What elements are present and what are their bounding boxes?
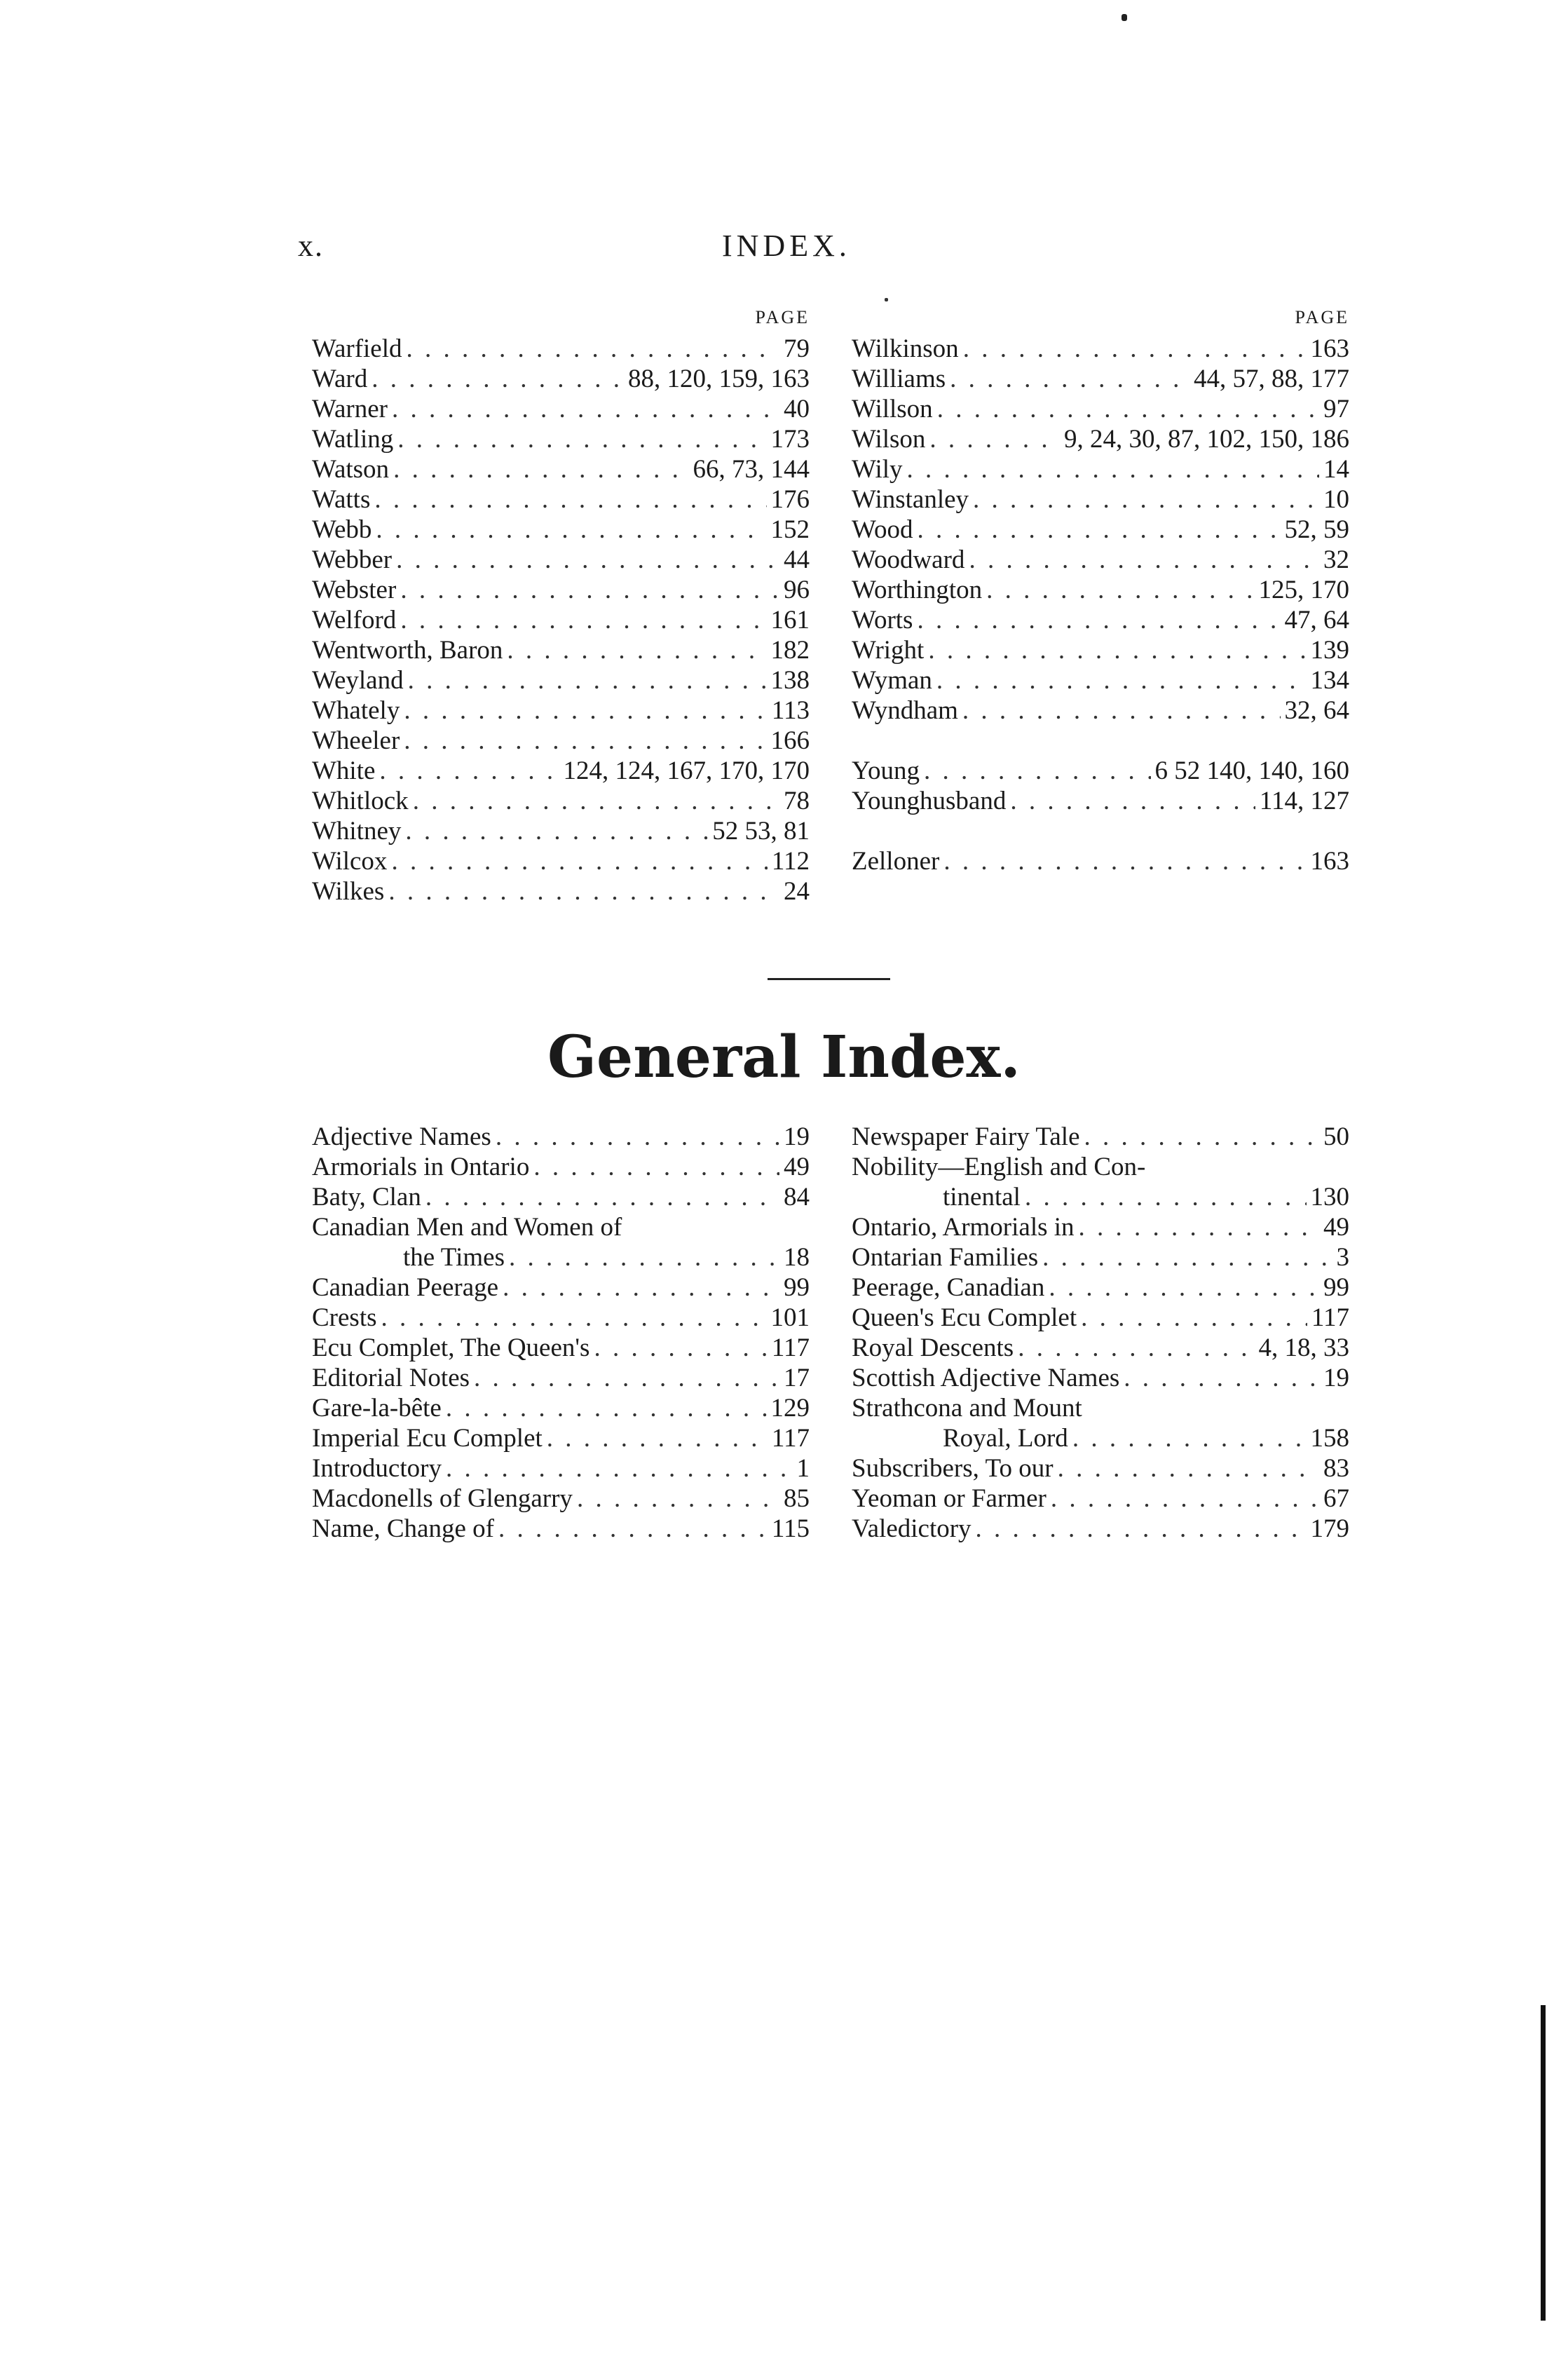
index-entry-pages: 179 [1310, 1514, 1349, 1543]
dot-leader [928, 635, 1306, 665]
index-entry-pages: 50 [1323, 1122, 1349, 1151]
index-entry-name: Watling [312, 425, 394, 454]
index-entry-pages: 17 [784, 1364, 810, 1392]
index-entry [852, 334, 1349, 364]
dot-leader [950, 364, 1189, 394]
index-entry-pages: 44, 57, 88, 177 [1194, 365, 1349, 393]
index-entry-name: Webb [312, 515, 372, 544]
general-index-right-column [852, 1122, 1349, 1544]
index-entry [852, 364, 1349, 394]
index-entry-pages: 124, 124, 167, 170, 170 [563, 756, 810, 785]
index-entry-name: Webber [312, 545, 393, 574]
index-entry-pages: 40 [784, 395, 810, 423]
dot-leader [1018, 1333, 1254, 1363]
index-entry-pages: 49 [1323, 1213, 1349, 1242]
dot-leader [1084, 1122, 1319, 1152]
index-entry-name: Ward [312, 365, 368, 393]
dot-leader [1042, 1242, 1332, 1272]
index-entry-name: Wilcox [312, 847, 388, 876]
index-entry-pages: 163 [1310, 847, 1349, 876]
index-entry [312, 484, 810, 515]
index-entry [312, 1363, 810, 1393]
index-entry-name: Subscribers, To our [852, 1454, 1054, 1483]
index-entry [312, 1242, 810, 1272]
index-entry-pages: 24 [784, 877, 810, 906]
index-entry-name: Editorial Notes [312, 1364, 470, 1392]
index-entry [852, 1182, 1349, 1212]
index-entry [312, 665, 810, 695]
index-entry [312, 695, 810, 726]
index-entry-pages: 78 [784, 787, 810, 815]
index-entry-pages: 117 [771, 1424, 810, 1453]
section-divider [768, 978, 890, 980]
dot-leader [533, 1152, 779, 1182]
dot-leader [446, 1453, 793, 1484]
index-entry-pages: 67 [1323, 1484, 1349, 1513]
dot-leader [973, 484, 1319, 515]
dot-leader [509, 1242, 779, 1272]
index-entry-name: Valedictory [852, 1514, 972, 1543]
index-entry [312, 545, 810, 575]
index-entry-pages: 52 53, 81 [712, 817, 810, 846]
dot-leader [381, 1303, 767, 1333]
index-entry-pages: 158 [1310, 1424, 1349, 1453]
index-entry-name: the Times [403, 1243, 505, 1272]
index-entry-pages: 44 [784, 545, 810, 574]
dot-leader [474, 1363, 779, 1393]
index-entry-pages: 176 [770, 485, 810, 514]
index-entry-name: Ontario, Armorials in [852, 1213, 1075, 1242]
index-entry-pages: 88, 120, 159, 163 [628, 365, 810, 393]
dot-leader [404, 695, 768, 726]
index-entry [852, 1393, 1349, 1423]
index-entry-pages: 4, 18, 33 [1258, 1333, 1349, 1362]
dot-leader [936, 665, 1307, 695]
page-column-heading: PAGE [1295, 307, 1349, 327]
index-entry [852, 1152, 1349, 1182]
index-entry [312, 334, 810, 364]
index-entry-pages: 152 [770, 515, 810, 544]
index-entry [852, 695, 1349, 726]
dot-leader [396, 545, 779, 575]
dot-leader [1051, 1484, 1319, 1514]
index-entry [852, 1453, 1349, 1484]
index-entry-name: Armorials in Ontario [312, 1153, 530, 1181]
dot-leader [498, 1514, 768, 1544]
dot-leader [917, 515, 1280, 545]
index-entry-pages: 83 [1323, 1454, 1349, 1483]
index-entry-name: Warner [312, 395, 388, 423]
index-entry-pages: 117 [1311, 1303, 1349, 1332]
dot-leader [392, 394, 779, 424]
index-entry-name: Watson [312, 455, 390, 484]
index-entry-pages: 84 [784, 1183, 810, 1211]
index-entry [312, 726, 810, 756]
index-entry-pages: 99 [1323, 1273, 1349, 1302]
index-entry-name: Whitlock [312, 787, 409, 815]
index-entry-name: Yeoman or Farmer [852, 1484, 1047, 1513]
index-entry-name: Queen's Ecu Complet [852, 1303, 1077, 1332]
index-entry-pages: 18 [784, 1243, 810, 1272]
dot-leader [929, 424, 1060, 454]
index-entry-pages: 161 [770, 606, 810, 634]
index-entry [312, 1423, 810, 1453]
index-entry-pages: 14 [1323, 455, 1349, 484]
index-entry-pages: 163 [1310, 334, 1349, 363]
index-entry-name: tinental [943, 1183, 1021, 1211]
index-entry-name: Zelloner [852, 847, 940, 876]
index-entry-name: Strathcona and Mount [852, 1394, 1082, 1423]
index-entry-pages: 139 [1310, 636, 1349, 665]
dot-leader [391, 846, 767, 876]
index-entry-name: Canadian Peerage [312, 1273, 499, 1302]
index-entry-name: Wyndham [852, 696, 958, 725]
dot-leader [376, 515, 766, 545]
index-entry-name: Watts [312, 485, 371, 514]
index-entry-pages: 85 [784, 1484, 810, 1513]
dot-leader [400, 575, 779, 605]
index-entry [312, 756, 810, 786]
dot-leader [496, 1122, 779, 1152]
index-entry [312, 1303, 810, 1333]
dot-leader [1081, 1303, 1307, 1333]
index-entry [312, 515, 810, 545]
dot-leader [404, 726, 766, 756]
index-entry [852, 484, 1349, 515]
index-entry-pages: 96 [784, 576, 810, 604]
page-column-heading: PAGE [755, 307, 810, 327]
index-entry-name: Webster [312, 576, 397, 604]
index-entry [312, 1393, 810, 1423]
index-entry [312, 575, 810, 605]
dot-leader [963, 334, 1307, 364]
dot-leader [962, 695, 1281, 726]
index-entry-name: Williams [852, 365, 946, 393]
index-entry [852, 515, 1349, 545]
index-entry [312, 1212, 810, 1242]
index-entry-pages: 130 [1310, 1183, 1349, 1211]
index-entry-pages: 125, 170 [1258, 576, 1349, 604]
name-index-right-column [852, 301, 1349, 876]
index-entry [312, 786, 810, 816]
index-entry-pages: 47, 64 [1284, 606, 1349, 634]
index-entry [852, 1423, 1349, 1453]
dot-leader [1025, 1182, 1307, 1212]
index-entry [852, 1514, 1349, 1544]
dot-leader [446, 1393, 767, 1423]
index-entry [312, 1152, 810, 1182]
index-entry-pages: 115 [771, 1514, 810, 1543]
index-entry-name: Wily [852, 455, 903, 484]
index-entry-pages: 114, 127 [1259, 787, 1349, 815]
index-entry-name: Wyman [852, 666, 932, 695]
index-entry-name: Wilkes [312, 877, 385, 906]
index-entry [312, 1453, 810, 1484]
index-entry-pages: 32 [1323, 545, 1349, 574]
index-entry-pages: 182 [770, 636, 810, 665]
index-entry-name: Royal Descents [852, 1333, 1014, 1362]
spacer [852, 726, 1349, 756]
dot-leader [577, 1484, 779, 1514]
dot-leader [1079, 1212, 1319, 1242]
index-entry-pages: 32, 64 [1284, 696, 1349, 725]
index-entry [312, 635, 810, 665]
index-entry [852, 846, 1349, 876]
dot-leader [1058, 1453, 1319, 1484]
dot-leader [917, 605, 1280, 635]
index-entry-pages: 97 [1323, 395, 1349, 423]
index-entry [312, 424, 810, 454]
dot-leader [503, 1272, 779, 1303]
dot-leader [507, 635, 766, 665]
index-entry-pages: 3 [1336, 1243, 1349, 1272]
index-entry [312, 364, 810, 394]
index-entry [312, 816, 810, 846]
index-entry-name: Macdonells of Glengarry [312, 1484, 573, 1513]
index-entry-name: Worts [852, 606, 913, 634]
index-entry-pages: 129 [770, 1394, 810, 1423]
index-entry [312, 1333, 810, 1363]
index-entry-name: Baty, Clan [312, 1183, 421, 1211]
index-entry-name: Name, Change of [312, 1514, 494, 1543]
index-entry-name: Young [852, 756, 920, 785]
dot-leader [397, 424, 766, 454]
index-entry-name: Crests [312, 1303, 377, 1332]
index-entry-name: Peerage, Canadian [852, 1273, 1045, 1302]
index-entry [852, 665, 1349, 695]
index-entry-name: Wentworth, Baron [312, 636, 503, 665]
scan-edge-mark [1541, 2005, 1546, 2321]
dot-leader [371, 364, 624, 394]
index-entry-name: Welford [312, 606, 397, 634]
index-entry-pages: 113 [771, 696, 810, 725]
index-entry-pages: 117 [771, 1333, 810, 1362]
index-entry-pages: 101 [770, 1303, 810, 1332]
index-entry [852, 545, 1349, 575]
index-entry-name: Nobility—English and Con- [852, 1153, 1146, 1181]
index-entry-pages: 9, 24, 30, 87, 102, 150, 186 [1064, 425, 1349, 454]
dot-leader [1049, 1272, 1319, 1303]
index-entry-name: Woodward [852, 545, 965, 574]
dot-leader [594, 1333, 767, 1363]
index-entry-pages: 19 [1323, 1364, 1349, 1392]
index-entry-name: Newspaper Fairy Tale [852, 1122, 1080, 1151]
index-entry [312, 454, 810, 484]
index-entry-pages: 52, 59 [1284, 515, 1349, 544]
index-entry [312, 1272, 810, 1303]
index-entry-pages: 99 [784, 1273, 810, 1302]
index-entry-name: Scottish Adjective Names [852, 1364, 1120, 1392]
index-entry-name: Gare-la-bête [312, 1394, 442, 1423]
index-entry-pages: 66, 73, 144 [693, 455, 810, 484]
index-entry-pages: 6 52 140, 140, 160 [1154, 756, 1349, 785]
index-entry-pages: 134 [1310, 666, 1349, 695]
index-entry-name: Whately [312, 696, 400, 725]
general-index-left-column [312, 1122, 810, 1544]
index-entry [312, 1484, 810, 1514]
index-entry [852, 1363, 1349, 1393]
index-entry [312, 1122, 810, 1152]
index-entry [312, 876, 810, 907]
dot-leader [937, 394, 1319, 424]
index-entry-name: Royal, Lord [943, 1424, 1068, 1453]
index-entry [852, 1303, 1349, 1333]
index-entry-pages: 166 [770, 726, 810, 755]
dot-leader [379, 756, 559, 786]
ink-speck [1122, 14, 1127, 21]
dot-leader [400, 605, 766, 635]
index-entry-name: White [312, 756, 376, 785]
dot-leader [405, 816, 708, 846]
index-entry-name: Adjective Names [312, 1122, 491, 1151]
index-entry-name: Whitney [312, 817, 402, 846]
dot-leader [924, 756, 1150, 786]
index-entry-name: Winstanley [852, 485, 969, 514]
index-entry [312, 1182, 810, 1212]
page-title: INDEX. [722, 229, 851, 263]
dot-leader [374, 484, 766, 515]
dot-leader [547, 1423, 768, 1453]
index-entry [852, 575, 1349, 605]
index-entry [852, 454, 1349, 484]
index-entry [852, 1272, 1349, 1303]
name-index-left-column [312, 301, 810, 907]
index-entry [852, 1484, 1349, 1514]
dot-leader [986, 575, 1254, 605]
index-entry [312, 846, 810, 876]
index-entry [852, 756, 1349, 786]
index-entry-pages: 79 [784, 334, 810, 363]
dot-leader [408, 665, 767, 695]
dot-leader [388, 876, 779, 907]
spacer [852, 816, 1349, 846]
dot-leader [1072, 1423, 1307, 1453]
dot-leader [425, 1182, 779, 1212]
index-entry [852, 1242, 1349, 1272]
index-entry-pages: 138 [770, 666, 810, 695]
index-entry [852, 1122, 1349, 1152]
index-entry-name: Wood [852, 515, 913, 544]
index-entry [852, 786, 1349, 816]
index-entry [852, 605, 1349, 635]
general-index-title: General Index. [547, 1024, 1021, 1091]
index-entry-name: Wheeler [312, 726, 400, 755]
index-entry-name: Worthington [852, 576, 983, 604]
index-entry-pages: 173 [770, 425, 810, 454]
index-entry-name: Younghusband [852, 787, 1007, 815]
index-entry-name: Canadian Men and Women of [312, 1213, 622, 1242]
index-entry-name: Wilkinson [852, 334, 959, 363]
index-entry-name: Warfield [312, 334, 402, 363]
dot-leader [943, 846, 1306, 876]
dot-leader [907, 454, 1319, 484]
index-entry-pages: 1 [796, 1454, 810, 1483]
index-entry [852, 635, 1349, 665]
dot-leader [969, 545, 1319, 575]
index-entry-pages: 19 [784, 1122, 810, 1151]
dot-leader [1010, 786, 1255, 816]
index-entry-name: Weyland [312, 666, 404, 695]
index-entry [312, 1514, 810, 1544]
page-number: x. [298, 229, 324, 263]
index-entry [312, 394, 810, 424]
index-entry-name: Wilson [852, 425, 926, 454]
index-entry-name: Wright [852, 636, 925, 665]
index-entry [852, 394, 1349, 424]
dot-leader [407, 334, 779, 364]
index-entry [312, 605, 810, 635]
dot-leader [413, 786, 779, 816]
index-entry-name: Ontarian Families [852, 1243, 1039, 1272]
dot-leader [1124, 1363, 1319, 1393]
index-entry-name: Imperial Ecu Complet [312, 1424, 543, 1453]
index-entry-pages: 10 [1323, 485, 1349, 514]
index-entry-name: Willson [852, 395, 933, 423]
dot-leader [976, 1514, 1307, 1544]
index-entry-name: Introductory [312, 1454, 442, 1483]
index-entry [852, 1333, 1349, 1363]
index-entry [852, 424, 1349, 454]
index-entry-pages: 112 [771, 847, 810, 876]
dot-leader [393, 454, 688, 484]
index-entry-pages: 49 [784, 1153, 810, 1181]
index-entry [852, 1212, 1349, 1242]
index-entry-name: Ecu Complet, The Queen's [312, 1333, 590, 1362]
